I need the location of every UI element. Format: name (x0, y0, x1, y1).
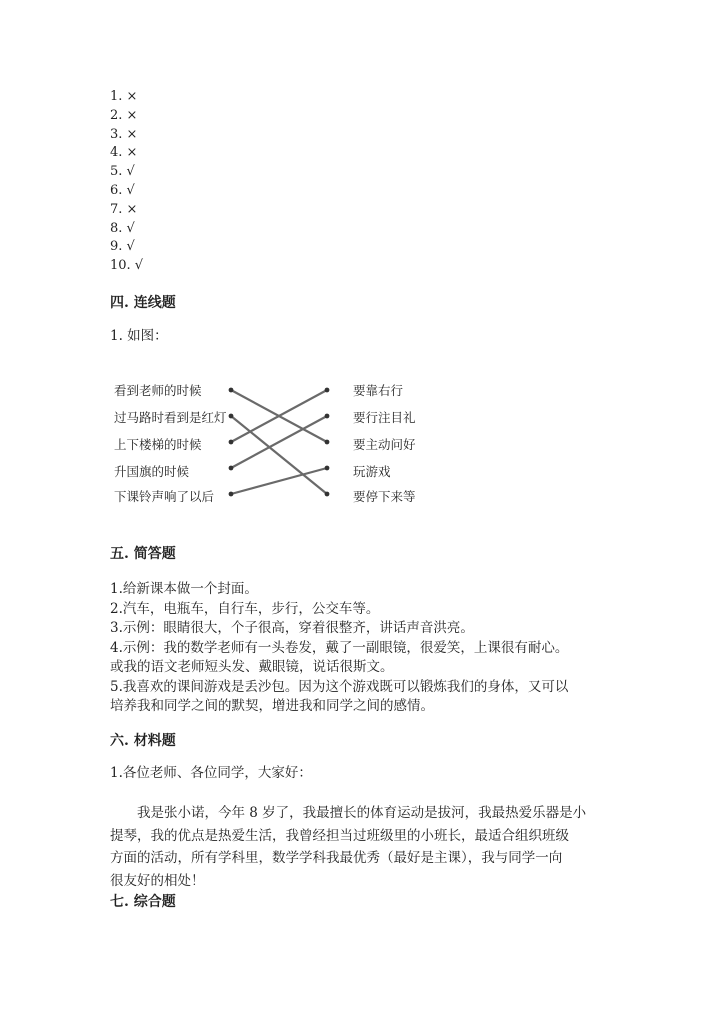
match-right-label: 要靠右行 (353, 383, 404, 398)
answer-item: 1. × (110, 89, 138, 104)
match-left-dot (229, 414, 234, 419)
section-6-greeting-text: 1.各位老师、各位同学，大家好： (110, 765, 312, 781)
section-5-line: 3.示例：眼睛很大，个子很高，穿着很整齐，讲话声音洪亮。 (110, 620, 474, 636)
match-left-dot (229, 388, 234, 393)
section-4-heading: 四. 连线题 (110, 295, 176, 311)
section-6-line: 很友好的相处！ (110, 872, 205, 889)
match-line (231, 416, 327, 468)
section-6-greeting (110, 764, 630, 784)
section-5-line: 或我的语文老师短头发、戴眼镜，说话很斯文。 (110, 659, 394, 675)
section-4-item (110, 327, 630, 347)
section-6-heading: 六. 材料题 (110, 733, 176, 749)
answer-item: 7. × (110, 201, 138, 217)
match-right-label: 要行注目礼 (353, 410, 416, 425)
match-left-label: 看到老师的时候 (114, 383, 202, 398)
section-6-line: 方面的活动，所有学科里，数学学科我最优秀（最好是主课），我与同学一向 (110, 850, 563, 866)
match-line (231, 416, 327, 494)
answer-item: 10. √ (110, 258, 144, 274)
matching-diagram (110, 372, 430, 512)
section-4-item-label: 1. 如图： (110, 328, 168, 344)
answer-item: 8. √ (110, 220, 135, 236)
match-left-label: 升国旗的时候 (114, 464, 190, 479)
answer-item: 5. √ (110, 164, 135, 180)
section-5-line: 2.汽车，电瓶车，自行车，步行，公交车等。 (110, 600, 380, 617)
match-right-dot (325, 466, 330, 471)
match-left-label: 下课铃声响了以后 (114, 489, 215, 504)
match-right-label: 要主动问好 (353, 437, 416, 452)
section-5-line: 1.给新课本做一个封面。 (110, 581, 258, 597)
match-right-dot (325, 492, 330, 497)
section-7-heading: 七. 综合题 (110, 894, 176, 910)
section-5-line: 5.我喜欢的课间游戏是丢沙包。因为这个游戏既可以锻炼我们的身体，又可以 (110, 678, 569, 695)
section-6-body (110, 802, 630, 892)
answer-item: 6. √ (110, 182, 135, 198)
section-6-line: 我是张小诺，今年 8 岁了，我最擅长的体育运动是拔河，我最热爱乐器是小 (137, 805, 587, 821)
match-right-dot (325, 388, 330, 393)
answer-item: 3. × (110, 126, 138, 142)
match-right-dot (325, 414, 330, 419)
answer-item: 9. √ (110, 239, 135, 255)
match-left-label: 过马路时看到是红灯 (114, 410, 227, 425)
answer-list (110, 88, 143, 276)
match-left-dot (229, 492, 234, 497)
answer-item: 2. × (110, 107, 138, 123)
section-6-line: 提琴，我的优点是热爱生活，我曾经担当过班级里的小班长，最适合组织班级 (110, 827, 569, 844)
match-right-label: 玩游戏 (353, 464, 391, 479)
section-5-body (110, 580, 630, 717)
match-left-dot (229, 466, 234, 471)
answer-item: 4. × (110, 145, 138, 161)
match-right-label: 要停下来等 (353, 489, 416, 504)
match-right-dot (325, 440, 330, 445)
match-left-dot (229, 440, 234, 445)
section-5-line: 培养我和同学之间的默契，增进我和同学之间的感情。 (110, 698, 434, 714)
section-5-heading: 五. 简答题 (110, 546, 176, 562)
match-left-label: 上下楼梯的时候 (114, 437, 202, 452)
section-5-line: 4.示例：我的数学老师有一头卷发，戴了一副眼镜，很爱笑，上课很有耐心。 (110, 639, 569, 656)
